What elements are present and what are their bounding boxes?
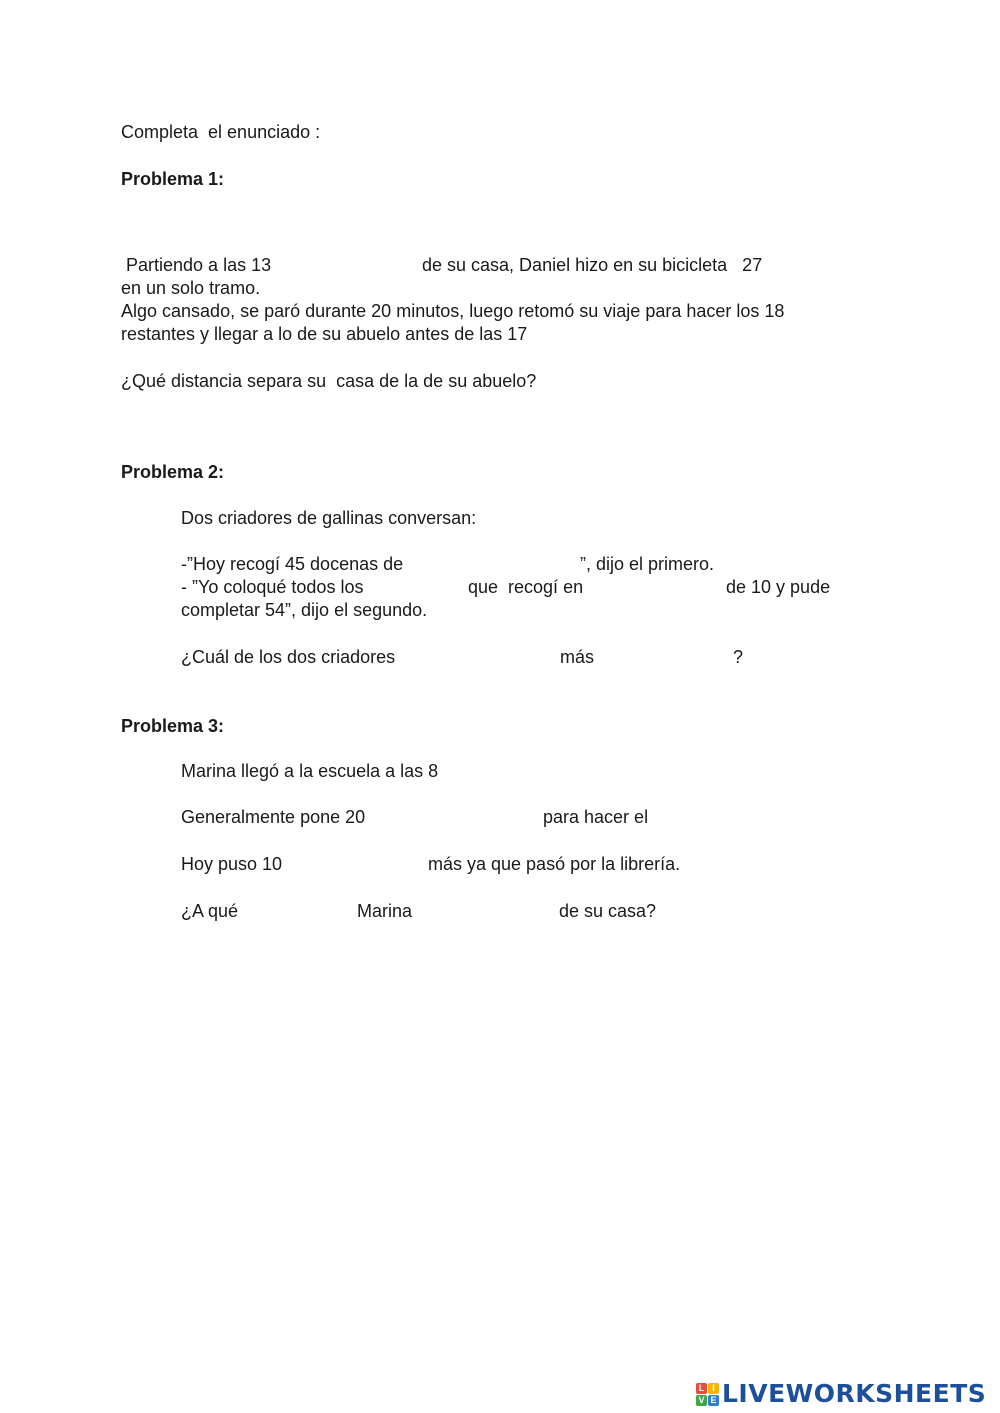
problem-2-blank-1[interactable] [438,553,576,575]
problem-1-question: ¿Qué distancia separa su casa de la de su abuelo? [121,371,537,391]
problem-2-title: Problema 2: [121,462,225,482]
problem-3-blank-5[interactable] [250,900,350,922]
problem-3-text-c: para hacer el [543,807,649,827]
logo-badge-l: L [696,1383,707,1394]
problem-2-text-b: -”Hoy recogí 45 docenas de [181,554,404,574]
problem-1-text-a: Partiendo a las 13 [121,255,272,275]
problem-3-blank-4[interactable] [298,853,422,875]
problem-3-question-a: ¿A qué [181,901,239,921]
problem-1-blank-2[interactable] [808,254,928,276]
problem-1-text-c: en un solo tramo. [121,278,261,298]
worksheet-instruction: Completa el enunciado : [121,122,321,142]
logo-text: LIVEWORKSHEETS [722,1379,987,1408]
problem-2-blank-3[interactable] [602,576,720,598]
problem-2-text-f: de 10 y pude [726,577,831,597]
problem-2-text-d: - ”Yo coloqué todos los [181,577,364,597]
problem-2-text-a: Dos criadores de gallinas conversan: [181,508,477,528]
problem-2-blank-5[interactable] [604,646,728,668]
problem-2-question-b: más [560,647,595,667]
problem-3-title: Problema 3: [121,716,225,736]
problem-3-blank-1[interactable] [474,760,594,782]
problem-2-blank-4[interactable] [426,646,554,668]
problem-2-question-c: ? [733,647,744,667]
problem-3-text-e: más ya que pasó por la librería. [428,854,681,874]
problem-1-text-e: restantes y llegar a lo de su abuelo antes de las 17 [121,324,528,344]
problem-1-blank-1[interactable] [296,254,414,276]
problem-2-text-e: que recogí en [468,577,584,597]
problem-2-question-a: ¿Cuál de los dos criadores [181,647,396,667]
liveworksheets-logo [696,1376,986,1412]
problem-2-text-g: completar 54”, dijo el segundo. [181,600,428,620]
problem-2-text-c: ”, dijo el primero. [580,554,715,574]
problem-3-text-a: Marina llegó a la escuela a las 8 [181,761,439,781]
logo-badge-icon [696,1383,719,1406]
problem-3-question-c: de su casa? [559,901,657,921]
problem-1-title: Problema 1: [121,169,225,189]
problem-3-blank-2[interactable] [392,806,536,828]
problem-3-question-b: Marina [357,901,413,921]
problem-2-blank-2[interactable] [388,576,464,598]
problem-3-text-d: Hoy puso 10 [181,854,283,874]
logo-badge-i: I [708,1383,719,1394]
problem-1-text-d: Algo cansado, se paró durante 20 minutos, luego retomó su viaje para hacer los 18 [121,301,785,321]
problem-3-text-b: Generalmente pone 20 [181,807,366,827]
problem-3-blank-3[interactable] [666,806,806,828]
problem-1-text-b: de su casa, Daniel hizo en su bicicleta 27 [422,255,763,275]
logo-badge-v: V [696,1395,707,1406]
logo-badge-e: E [708,1395,719,1406]
problem-3-blank-6[interactable] [423,900,553,922]
